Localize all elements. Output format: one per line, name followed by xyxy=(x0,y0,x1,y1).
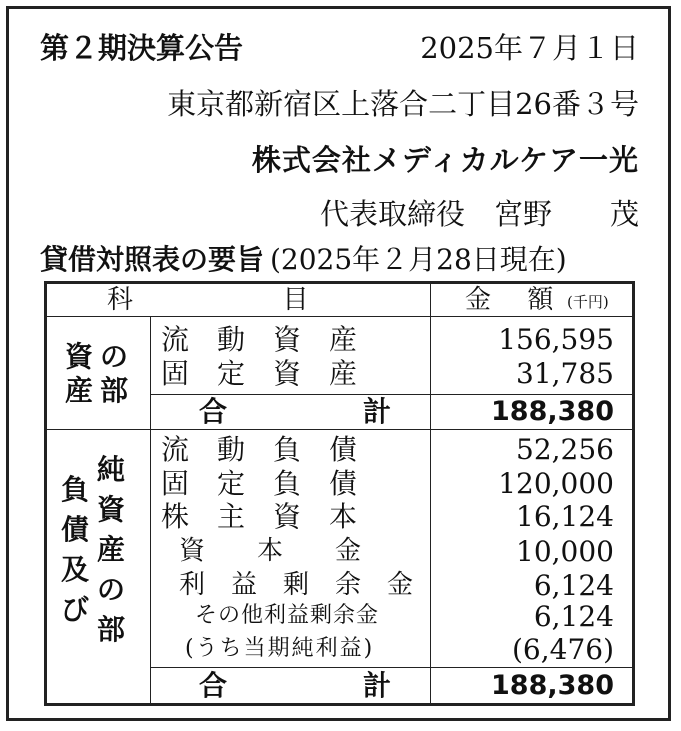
liabilities-row-label: 資 本 金 xyxy=(179,536,362,566)
assets-total-label-left: 合 xyxy=(199,395,228,428)
section-column-divider xyxy=(150,316,151,703)
liabilities-row-label: 流 動 負 債 xyxy=(161,433,358,466)
liabilities-row-value: 6,124 xyxy=(533,600,614,633)
liabilities-section-label-right: 純 資 産 の 部 xyxy=(97,453,126,646)
header-divider xyxy=(47,316,632,317)
header-amount: 金 額 xyxy=(465,285,559,315)
liabilities-row-value: 6,124 xyxy=(533,569,614,602)
balance-sheet-heading: 貸借対照表の要旨 xyxy=(40,243,265,276)
balance-sheet-table xyxy=(44,281,635,706)
assets-section-label: 資 の 産 部 xyxy=(65,340,129,407)
liabilities-total-divider xyxy=(150,667,632,668)
assets-row-label: 流 動 資 産 xyxy=(161,323,358,356)
notice-title: 第２期決算公告 xyxy=(40,31,244,65)
liabilities-total-label-right: 計 xyxy=(363,669,392,702)
liabilities-row-value: (6,476) xyxy=(511,633,614,666)
notice-date: 2025年７月１日 xyxy=(420,31,639,65)
liabilities-row-label: (うち当期純利益) xyxy=(185,636,375,661)
liabilities-row-label: 株 主 資 本 xyxy=(161,500,358,533)
assets-row-value: 156,595 xyxy=(498,323,614,356)
liabilities-row-value: 10,000 xyxy=(516,535,614,568)
assets-total-value: 188,380 xyxy=(491,396,614,427)
header-unit: (千円) xyxy=(567,293,609,311)
representative: 代表取締役 宮野 茂 xyxy=(319,197,639,231)
liabilities-row-value: 120,000 xyxy=(498,467,614,500)
balance-sheet-date: (2025年２月28日現在) xyxy=(270,243,567,276)
liabilities-row-label: その他利益剰余金 xyxy=(195,603,380,628)
liabilities-row-label: 利 益 剰 余 金 xyxy=(179,570,414,600)
assets-row-value: 31,785 xyxy=(516,357,614,390)
liabilities-total-value: 188,380 xyxy=(491,670,614,701)
company-address: 東京都新宿区上落合二丁目26番３号 xyxy=(167,87,639,121)
section-divider xyxy=(47,429,632,430)
liabilities-row-value: 16,124 xyxy=(516,500,614,533)
header-item: 科 目 xyxy=(107,285,318,315)
assets-total-label-right: 計 xyxy=(363,395,392,428)
liabilities-row-label: 固 定 負 債 xyxy=(161,467,358,500)
amount-column-divider xyxy=(430,284,431,703)
liabilities-row-value: 52,256 xyxy=(516,433,614,466)
company-name: 株式会社メディカルケア一光 xyxy=(251,143,639,177)
assets-row-label: 固 定 資 産 xyxy=(161,357,358,390)
liabilities-section-label-left: 負 債 及 び xyxy=(61,473,90,626)
liabilities-total-label-left: 合 xyxy=(199,669,228,702)
